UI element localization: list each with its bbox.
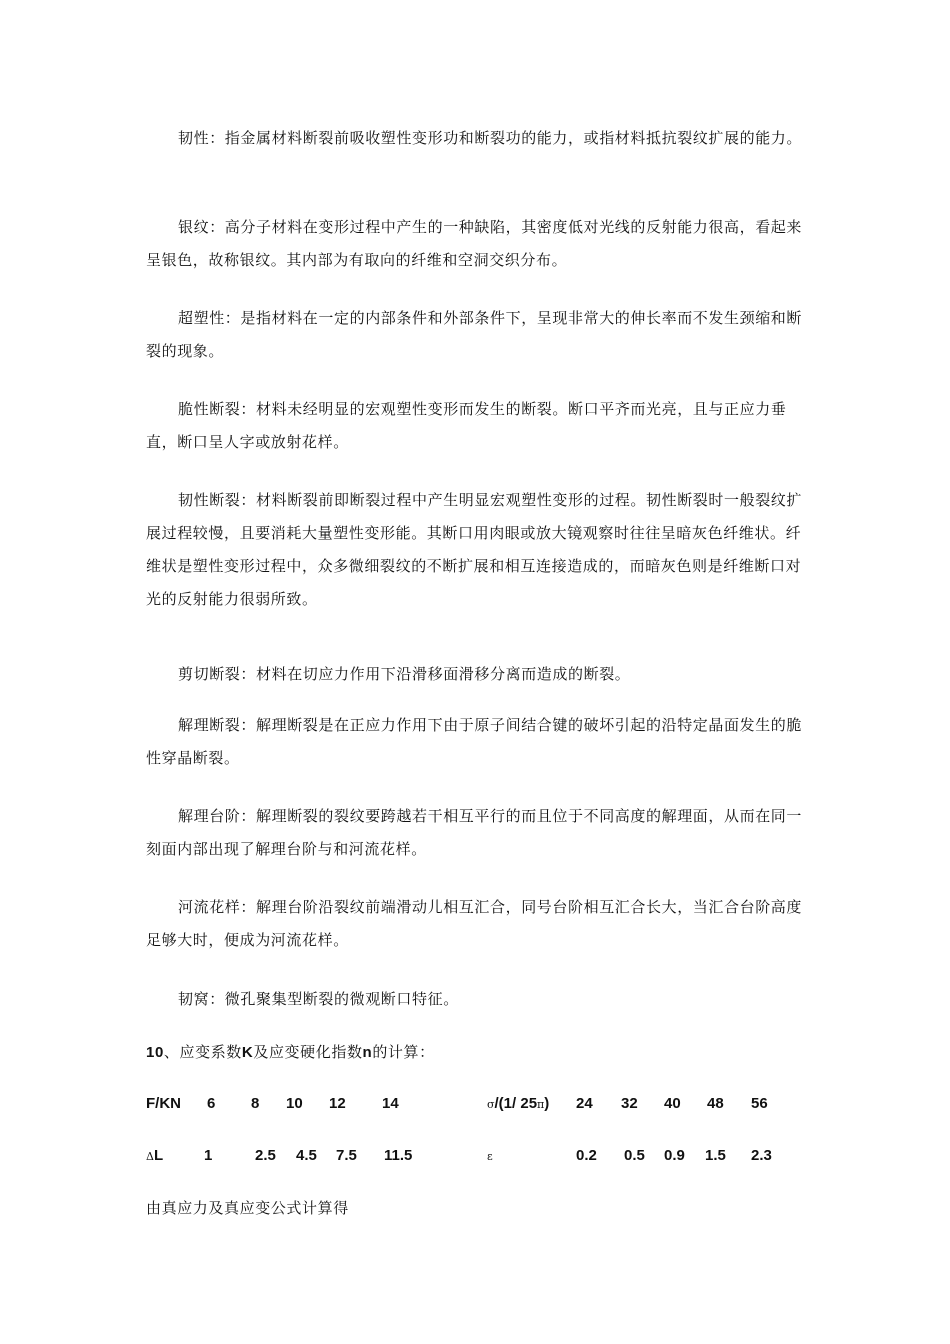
row2-value: 1 bbox=[204, 1147, 213, 1164]
row2-value2: 2.3 bbox=[751, 1147, 772, 1164]
pi-symbol: π bbox=[537, 1098, 545, 1111]
row2-value: 2.5 bbox=[255, 1147, 276, 1164]
definition-toughness: 韧性：指金属材料断裂前吸收塑性变形功和断裂功的能力，或指材料抵抗裂纹扩展的能力。 bbox=[178, 129, 803, 147]
section-title-mid: 及应变硬化指数 bbox=[253, 1043, 363, 1061]
row1-label2 bbox=[487, 1094, 549, 1115]
row1-value: 10 bbox=[286, 1095, 303, 1112]
definition-shear-fracture: 剪切断裂：材料在切应力作用下沿滑移面滑移分离而造成的断裂。 bbox=[178, 665, 631, 683]
section-k: K bbox=[241, 1044, 254, 1061]
row1-value: 8 bbox=[251, 1095, 260, 1112]
definition-brittle-fracture: 脆性断裂：材料未经明显的宏观塑性变形而发生的断裂。断口平齐而光亮，且与正应力垂直，断口呈人字或放射花样。 bbox=[146, 400, 787, 451]
section-number: 10 bbox=[146, 1044, 164, 1061]
row1-value: 6 bbox=[207, 1095, 216, 1112]
definition-superplasticity: 超塑性：是指材料在一定的内部条件和外部条件下，呈现非常大的伸长率而不发生颈缩和断裂的现象。 bbox=[146, 309, 803, 360]
row1-label2-close: ) bbox=[544, 1095, 550, 1112]
row1-value: 14 bbox=[382, 1095, 399, 1112]
definition-crazing: 银纹：高分子材料在变形过程中产生的一种缺陷，其密度低对光线的反射能力很高，看起来呈银色，故称银纹。其内部为有取向的纤维和空洞交织分布。 bbox=[146, 218, 803, 269]
epsilon-symbol: ε bbox=[487, 1150, 493, 1163]
row2-value: 7.5 bbox=[336, 1147, 357, 1164]
row2-value2: 0.5 bbox=[624, 1147, 645, 1164]
row1-value2: 32 bbox=[621, 1095, 638, 1112]
row1-value2: 48 bbox=[707, 1095, 724, 1112]
row2-value: 4.5 bbox=[296, 1147, 317, 1164]
definition-ductile-fracture: 韧性断裂：材料断裂前即断裂过程中产生明显宏观塑性变形的过程。韧性断裂时一般裂纹扩展过程较慢，且要消耗大量塑性变形能。其断口用肉眼或放大镜观察时往往呈暗灰色纤维状。纤维状是塑性变形过程中，众多微细裂纹的不断扩展和相互连接造成的，而暗灰色则是纤维断口对光的反射能力很弱所致。 bbox=[146, 491, 803, 608]
row1-value: 12 bbox=[329, 1095, 346, 1112]
definition-river-pattern: 河流花样：解理台阶沿裂纹前端滑动儿相互汇合，同号台阶相互汇合长大，当汇合台阶高度足够大时，便成为河流花样。 bbox=[146, 898, 803, 949]
row2-value2: 0.9 bbox=[664, 1147, 685, 1164]
row2-value: 11.5 bbox=[384, 1147, 413, 1164]
section-n: n bbox=[362, 1044, 373, 1061]
footer-text: 由真应力及真应变公式计算得 bbox=[146, 1199, 349, 1217]
section-title-pre: 、应变系数 bbox=[163, 1043, 242, 1061]
row1-label: F/KN bbox=[146, 1095, 181, 1112]
row1-value2: 56 bbox=[751, 1095, 768, 1112]
row2-label-text: L bbox=[153, 1147, 164, 1164]
row1-value2: 40 bbox=[664, 1095, 681, 1112]
sigma-symbol: σ bbox=[487, 1098, 495, 1111]
row1-label2-text: /(1/ 25 bbox=[494, 1095, 538, 1112]
delta-symbol: Δ bbox=[146, 1150, 154, 1163]
row2-label2 bbox=[487, 1146, 493, 1167]
section-heading bbox=[146, 1040, 435, 1065]
row2-value2: 1.5 bbox=[705, 1147, 726, 1164]
section-title-post: 的计算： bbox=[372, 1043, 435, 1061]
row2-label bbox=[146, 1146, 163, 1167]
row2-value2: 0.2 bbox=[576, 1147, 597, 1164]
definition-cleavage-fracture: 解理断裂：解理断裂是在正应力作用下由于原子间结合键的破坏引起的沿特定晶面发生的脆性穿晶断裂。 bbox=[146, 716, 803, 767]
definition-dimple: 韧窝：微孔聚集型断裂的微观断口特征。 bbox=[178, 990, 459, 1008]
definition-cleavage-step: 解理台阶：解理断裂的裂纹要跨越若干相互平行的而且位于不同高度的解理面，从而在同一刻面内部出现了解理台阶与和河流花样。 bbox=[146, 807, 803, 858]
row1-value2: 24 bbox=[576, 1095, 593, 1112]
